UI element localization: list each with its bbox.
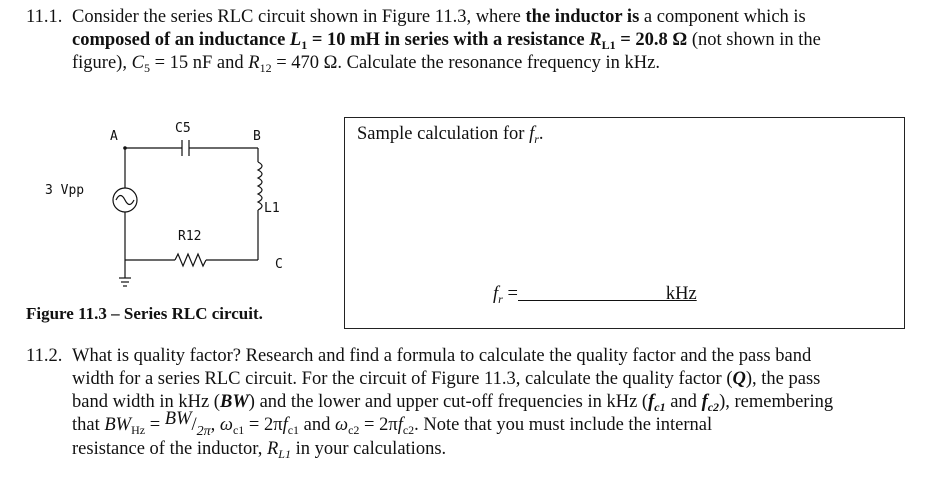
label-source-voltage: 3 Vpp	[45, 183, 85, 198]
resistor-zigzag-icon	[175, 254, 206, 266]
answer-box[interactable]	[344, 117, 905, 329]
q1-line-3: figure), $C_5 = 15$ nF and $R_{12} = 470$ Ω. Calculate the resonance frequency in kHz.	[72, 53, 660, 75]
q2-number: 11.2.	[26, 346, 63, 366]
question-11-2	[26, 345, 906, 461]
answer-blank[interactable]	[518, 283, 666, 301]
answer-box-title: Sample calculation for $f_r$.	[357, 124, 544, 146]
q1-line-2: composed of an inductance $L_1 = 10$ mH in series with a resistance $R_{L1} = 20.8$ Ω (not shown in the	[72, 30, 821, 52]
figure-caption: Figure 11.3 – Series RLC circuit.	[26, 304, 263, 323]
answer-unit: kHz	[665, 284, 697, 304]
series-rlc-circuit-diagram	[30, 110, 320, 300]
label-c5: C5	[175, 121, 191, 136]
q2-line-1: 11.2. What is quality factor? Research and find a formula to calculate the quality factor and the pass band	[26, 346, 812, 366]
sine-wave-icon	[116, 196, 134, 205]
label-c: C	[275, 257, 283, 272]
inductor-coil-icon	[258, 162, 262, 210]
bw-fraction: $BW/_{2\pi}$	[164, 409, 211, 439]
resonance-answer-line: $f_r$ = kHz	[493, 284, 697, 306]
label-a: A	[110, 129, 118, 144]
label-r12: R12	[178, 229, 202, 244]
q2-line-2: width for a series RLC circuit. For the circuit of Figure 11.3, calculate the quality factor (Q), the pass	[72, 369, 821, 389]
question-11-1	[26, 6, 906, 75]
q2-line-5: resistance of the inductor, $R_{L1}$ in your calculations.	[72, 439, 447, 461]
node-a-dot	[123, 146, 127, 150]
q1-line-1: 11.1. Consider the series RLC circuit shown in Figure 11.3, where the inductor is a component which is	[26, 7, 806, 27]
label-b: B	[253, 129, 261, 144]
label-l1: L1	[264, 201, 280, 216]
q2-line-3: band width in kHz (BW) and the lower and upper cut-off frequencies in kHz ($f_{c1}$ and $f_{c2}$), remembering	[72, 392, 834, 414]
q2-line-4: that $BW_{Hz} = BW/_{2\pi}$, $\omega_{c1} = 2\pi f_{c1}$ and $\omega_{c2} = 2\pi f_{c2}$. Note that you must include the internal	[72, 409, 713, 439]
q1-number: 11.1.	[26, 7, 63, 27]
